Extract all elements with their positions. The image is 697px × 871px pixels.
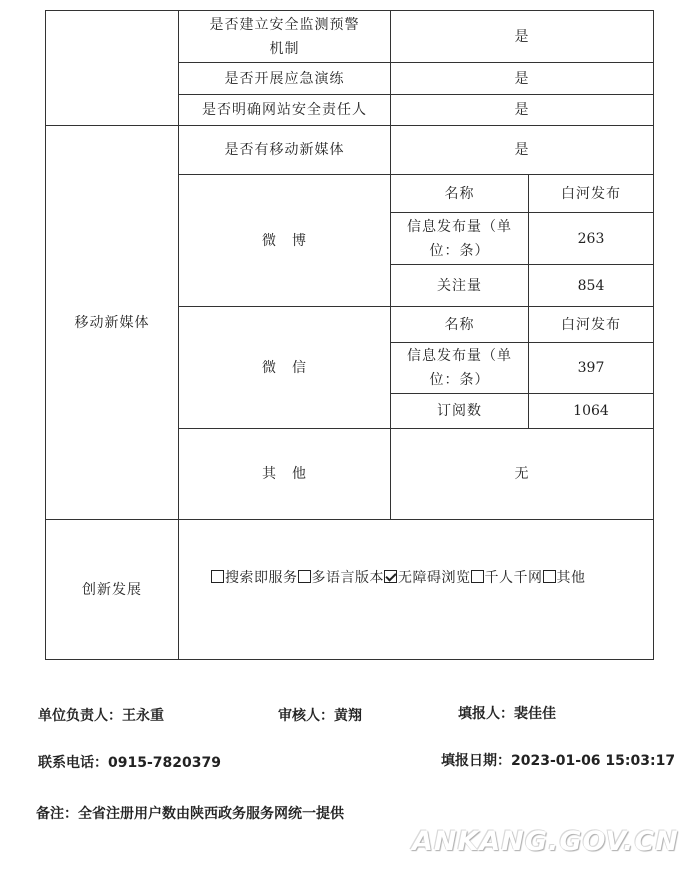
- option-other[interactable]: 其他: [543, 566, 586, 590]
- wechat-name-label: 名称: [390, 306, 529, 343]
- watermark-text: ANKANG.GOV.CN: [412, 826, 679, 857]
- other-label: 其 他: [178, 428, 391, 520]
- unit-head: 单位负责人：王永重: [38, 708, 164, 724]
- option-personalized[interactable]: 千人千网: [471, 566, 543, 590]
- contact-phone: 联系电话：0915-7820379: [38, 755, 221, 771]
- weibo-label: 微 博: [178, 174, 391, 307]
- option-accessibility[interactable]: 无障碍浏览: [384, 566, 471, 590]
- drill-value: 是: [390, 62, 654, 95]
- weibo-posts-value: 263: [528, 212, 654, 265]
- has-mobile-label: 是否有移动新媒体: [178, 125, 391, 175]
- innovation-options-cell: [178, 519, 654, 660]
- wechat-subscribers-value: 1064: [528, 393, 654, 429]
- wechat-name-value: 白河发布: [528, 306, 654, 343]
- wechat-posts-value: 397: [528, 342, 654, 394]
- weibo-name-label: 名称: [390, 174, 529, 213]
- other-value: 无: [390, 428, 654, 520]
- checkbox-icon[interactable]: [543, 570, 556, 583]
- weibo-followers-label: 关注量: [390, 264, 529, 307]
- drill-label: 是否开展应急演练: [178, 62, 391, 95]
- checked-checkbox-icon[interactable]: [384, 570, 397, 583]
- monitoring-value: 是: [390, 10, 654, 63]
- option-search-as-service[interactable]: 搜索即服务: [211, 566, 298, 590]
- monitoring-label: 是否建立安全监测预警机制: [178, 10, 391, 63]
- weibo-followers-value: 854: [528, 264, 654, 307]
- wechat-subscribers-label: 订阅数: [390, 393, 529, 429]
- filler: 填报人：裴佳佳: [458, 706, 556, 722]
- mobile-section-label: 移动新媒体: [45, 125, 179, 520]
- security-section-cell: [45, 10, 179, 126]
- option-multilingual[interactable]: 多语言版本: [298, 566, 385, 590]
- fill-date: 填报日期：2023-01-06 15:03:17: [441, 753, 676, 769]
- checkbox-icon[interactable]: [298, 570, 311, 583]
- wechat-label: 微 信: [178, 306, 391, 429]
- innovation-section-label: 创新发展: [45, 519, 179, 660]
- reviewer: 审核人：黄翔: [278, 708, 362, 724]
- weibo-name-value: 白河发布: [528, 174, 654, 213]
- responsible-label: 是否明确网站安全责任人: [178, 94, 391, 126]
- responsible-value: 是: [390, 94, 654, 126]
- has-mobile-value: 是: [390, 125, 654, 175]
- checkbox-icon[interactable]: [471, 570, 484, 583]
- checkbox-icon[interactable]: [211, 570, 224, 583]
- weibo-posts-label: 信息发布量（单位：条）: [390, 212, 529, 265]
- wechat-posts-label: 信息发布量（单位：条）: [390, 342, 529, 394]
- note: 备注：全省注册用户数由陕西政务服务网统一提供: [36, 806, 344, 822]
